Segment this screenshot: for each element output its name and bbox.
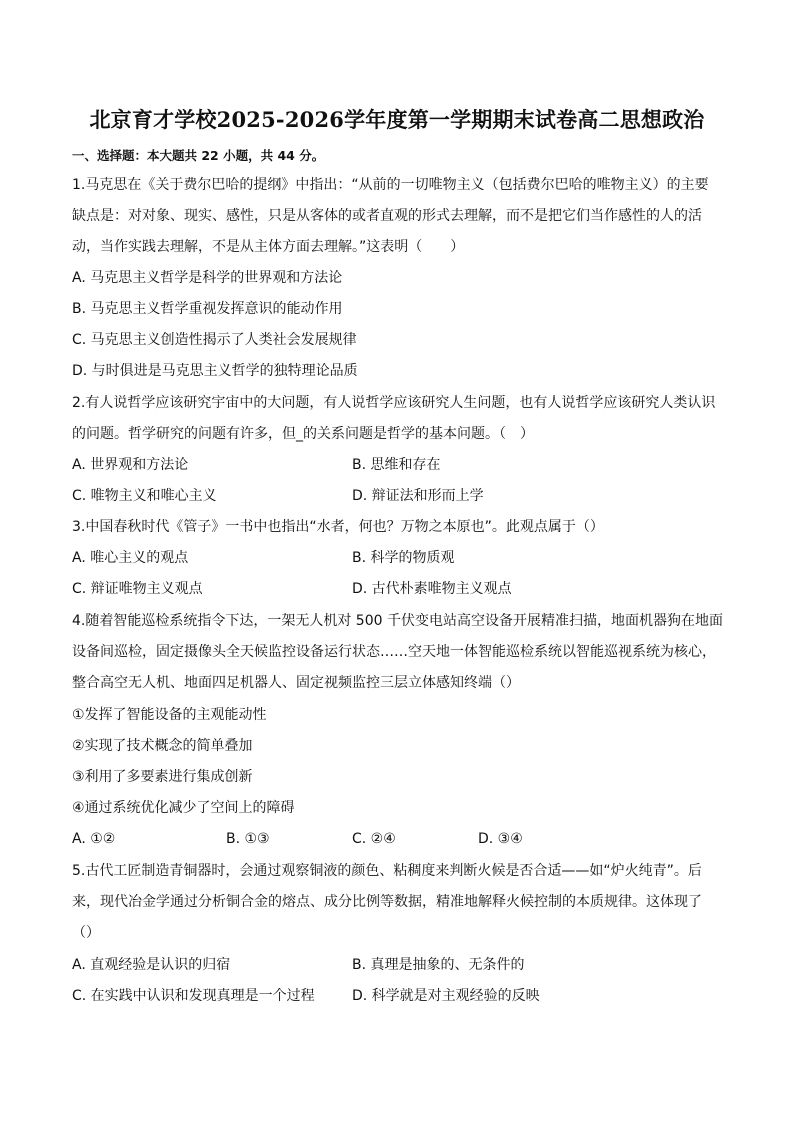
q4-stem-line-1: 4.随着智能巡检系统指令下达，一架无人机对 500 千伏变电站高空设备开展精准扫描，地面机器狗在地面 <box>72 613 723 629</box>
q5-stem-line-1: 5.古代工匠制造青铜器时，会通过观察铜液的颜色、粘稠度来判断火候是否合适——如“炉火纯青”。后 <box>72 863 702 879</box>
q5-option-a: A. 直观经验是认识的归宿 <box>72 957 231 973</box>
q5-option-b: B. 真理是抽象的、无条件的 <box>352 957 525 973</box>
q1-stem-line-2: 缺点是：对对象、现实、感性，只是从客体的或者直观的形式去理解，而不是把它们当作感性的人的活 <box>72 208 702 224</box>
q4-option-a: A. ①② <box>72 831 116 847</box>
section-heading: 一、选择题：本大题共 22 小题，共 44 分。 <box>72 148 325 163</box>
q2-option-b: B. 思维和存在 <box>352 457 441 473</box>
q1-option-c: C. 马克思主义创造性揭示了人类社会发展规律 <box>72 332 357 348</box>
q3-option-c: C. 辩证唯物主义观点 <box>72 581 203 597</box>
q2-stem-line-2: 的问题。哲学研究的问题有许多，但_的关系问题是哲学的基本问题。（ ） <box>72 426 534 442</box>
q3-stem-line-1: 3.中国春秋时代《管子》一书中也指出“水者，何也？万物之本原也”。此观点属于（） <box>72 519 604 535</box>
q4-stem-line-3: 整合高空无人机、地面四足机器人、固定视频监控三层立体感知终端（） <box>72 675 520 691</box>
q4-stem-line-2: 设备间巡检，固定摄像头全天候监控设备运行状态……空天地一体智能巡检系统以智能巡视系统为核心， <box>72 644 716 660</box>
q1-option-b: B. 马克思主义哲学重视发挥意识的能动作用 <box>72 301 343 317</box>
q4-option-d: D. ③④ <box>478 831 523 847</box>
q5-stem-line-3: （） <box>72 925 100 941</box>
q2-option-c: C. 唯物主义和唯心主义 <box>72 488 217 504</box>
q4-item-2: ②实现了技术概念的简单叠加 <box>72 738 253 754</box>
q5-option-d: D. 科学就是对主观经验的反映 <box>352 988 540 1004</box>
q4-item-4: ④通过系统优化减少了空间上的障碍 <box>72 800 295 816</box>
q1-stem-line-1: 1.马克思在《关于费尔巴哈的提纲》中指出：“从前的一切唯物主义（包括费尔巴哈的唯物主义）的主要 <box>72 177 709 193</box>
q5-stem-line-2: 来，现代冶金学通过分析铜合金的熔点、成分比例等数据，精准地解释火候控制的本质规律。这体现了 <box>72 894 702 910</box>
q2-stem-line-1: 2.有人说哲学应该研究宇宙中的大问题，有人说哲学应该研究人生问题，也有人说哲学应该研究人类认识 <box>72 395 716 411</box>
q4-item-3: ③利用了多要素进行集成创新 <box>72 769 253 785</box>
q4-option-c: C. ②④ <box>352 831 396 847</box>
q1-stem-line-3: 动，当作实践去理解，不是从主体方面去理解。”这表明（ ） <box>72 239 465 255</box>
q5-option-c: C. 在实践中认识和发现真理是一个过程 <box>72 988 315 1004</box>
exam-title: 北京育才学校2025-2026学年度第一学期期末试卷高二思想政治 <box>89 107 705 132</box>
q1-option-a: A. 马克思主义哲学是科学的世界观和方法论 <box>72 270 343 286</box>
q2-option-d: D. 辩证法和形而上学 <box>352 488 484 504</box>
q2-option-a: A. 世界观和方法论 <box>72 457 189 473</box>
q3-option-d: D. 古代朴素唯物主义观点 <box>352 581 512 597</box>
q3-option-b: B. 科学的物质观 <box>352 550 455 566</box>
q1-option-d: D. 与时俱进是马克思主义哲学的独特理论品质 <box>72 363 358 379</box>
q4-option-b: B. ①③ <box>226 831 270 847</box>
q3-option-a: A. 唯心主义的观点 <box>72 550 189 566</box>
q4-item-1: ①发挥了智能设备的主观能动性 <box>72 707 267 723</box>
